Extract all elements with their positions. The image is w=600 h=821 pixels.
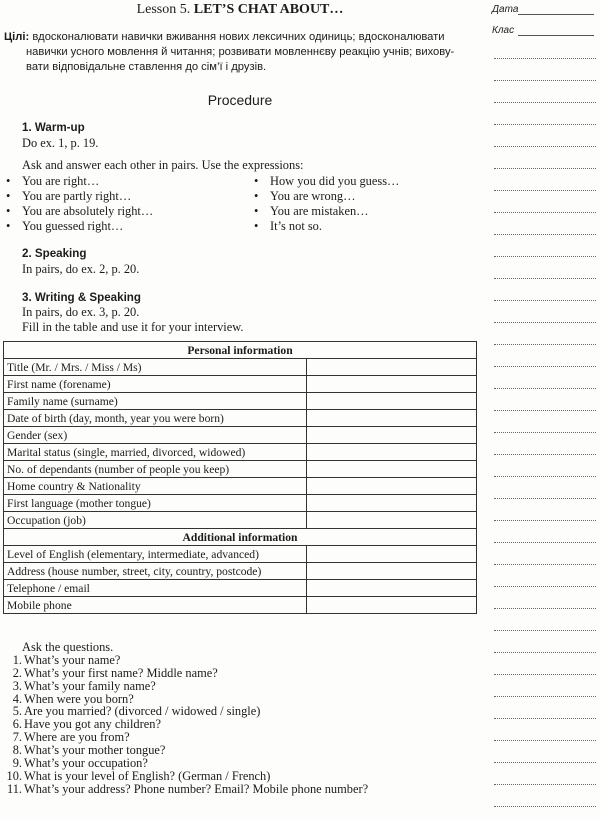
writing-task: In pairs, do ex. 3, p. 20.: [22, 305, 140, 319]
note-line[interactable]: [494, 498, 596, 499]
note-line[interactable]: [494, 102, 596, 103]
answer-cell[interactable]: [307, 478, 477, 495]
answer-cell[interactable]: [307, 512, 477, 529]
expression-item: • You are right…: [6, 174, 100, 188]
expressions-left-column: [6, 174, 153, 234]
answer-cell[interactable]: [307, 563, 477, 580]
question-item: 10. What is your level of English? (German / French): [6, 768, 271, 783]
question-item: 1. What’s your name?: [12, 652, 121, 667]
question-item: 7. Where are you from?: [12, 730, 130, 745]
lesson-title: [0, 2, 480, 18]
table-row: Telephone / email: [4, 580, 477, 597]
table-row: Gender (sex): [4, 427, 477, 444]
note-line[interactable]: [494, 366, 596, 367]
lesson-number: Lesson 5.: [136, 2, 191, 17]
note-line[interactable]: [494, 168, 596, 169]
notes-margin: [492, 0, 600, 821]
note-line[interactable]: [494, 146, 596, 147]
note-line[interactable]: [494, 300, 596, 301]
table-row: Marital status (single, married, divorced, widowed): [4, 444, 477, 461]
note-line[interactable]: [494, 322, 596, 323]
note-line[interactable]: [494, 432, 596, 433]
note-line[interactable]: [494, 762, 596, 763]
question-item: 5. Are you married? (divorced / widowed / single): [12, 704, 261, 719]
writing-section: [22, 291, 244, 335]
note-line[interactable]: [494, 344, 596, 345]
procedure-heading: Procedure: [207, 92, 273, 108]
aims-block: [4, 30, 482, 75]
personal-info-header: Personal information: [4, 342, 477, 359]
date-label: Дата: [492, 4, 519, 15]
warmup-section: [22, 121, 98, 151]
answer-cell[interactable]: [307, 597, 477, 614]
table-row: First language (mother tongue): [4, 495, 477, 512]
table-row: Family name (surname): [4, 393, 477, 410]
answer-cell[interactable]: [307, 359, 477, 376]
expressions-right-column: [254, 174, 399, 234]
answer-cell[interactable]: [307, 410, 477, 427]
answer-cell[interactable]: [307, 427, 477, 444]
note-line[interactable]: [494, 212, 596, 213]
expression-item: • How you did you guess…: [254, 174, 400, 188]
note-line[interactable]: [494, 586, 596, 587]
answer-cell[interactable]: [307, 461, 477, 478]
table-row: Mobile phone: [4, 597, 477, 614]
note-line[interactable]: [494, 718, 596, 719]
answer-cell[interactable]: [307, 444, 477, 461]
answer-cell[interactable]: [307, 546, 477, 563]
answer-cell[interactable]: [307, 376, 477, 393]
note-line[interactable]: [494, 58, 596, 59]
table-row: Occupation (job): [4, 512, 477, 529]
note-line[interactable]: [494, 674, 596, 675]
note-line[interactable]: [494, 234, 596, 235]
answer-cell[interactable]: [307, 393, 477, 410]
personal-info-table: [3, 341, 477, 614]
questions-list: [4, 641, 368, 796]
note-line[interactable]: [494, 608, 596, 609]
note-line[interactable]: [494, 476, 596, 477]
note-line[interactable]: [494, 542, 596, 543]
question-item: 2. What’s your first name? Middle name?: [12, 665, 218, 680]
table-row: Level of English (elementary, intermediate, advanced): [4, 546, 477, 563]
note-line[interactable]: [494, 520, 596, 521]
aims-line-1: вдосконалювати навички вживання нових лексичних одиниць; вдосконалювати: [32, 31, 445, 43]
question-item: 8. What’s your mother tongue?: [12, 743, 166, 758]
table-row: Address (house number, street, city, country, postcode): [4, 563, 477, 580]
note-line[interactable]: [494, 454, 596, 455]
answer-cell[interactable]: [307, 495, 477, 512]
question-item: 9. What’s your occupation?: [12, 756, 148, 771]
class-label: Клас: [492, 25, 515, 36]
speaking-task: In pairs, do ex. 2, p. 20.: [22, 262, 140, 276]
note-line[interactable]: [494, 388, 596, 389]
note-line[interactable]: [494, 806, 596, 807]
writing-instruction: Fill in the table and use it for your interview.: [22, 320, 244, 334]
warmup-task: Do ex. 1, p. 19.: [22, 136, 99, 150]
expression-item: • You guessed right…: [6, 219, 124, 233]
table-row: First name (forename): [4, 376, 477, 393]
answer-cell[interactable]: [307, 580, 477, 597]
note-line[interactable]: [494, 256, 596, 257]
note-line[interactable]: [494, 652, 596, 653]
table-row: Home country & Nationality: [4, 478, 477, 495]
aims-line-2: навички усного мовлення й читання; розвивати мовленнєву реакцію учнів; вихову-: [26, 46, 455, 58]
question-item: 11. What’s your address? Phone number? Email? Mobile phone number?: [6, 781, 369, 796]
note-line[interactable]: [494, 278, 596, 279]
note-line[interactable]: [494, 124, 596, 125]
note-line[interactable]: [494, 740, 596, 741]
writing-heading: 3. Writing & Speaking: [22, 291, 141, 304]
warmup-heading: 1. Warm-up: [22, 121, 85, 134]
expression-item: • You are wrong…: [254, 189, 356, 203]
class-field[interactable]: [518, 35, 594, 36]
question-item: 6. Have you got any children?: [12, 717, 161, 732]
table-row: No. of dependants (number of people you keep): [4, 461, 477, 478]
question-item: 3. What’s your family name?: [12, 678, 156, 693]
table-row: Title (Mr. / Mrs. / Miss / Ms): [4, 359, 477, 376]
additional-info-header: Additional information: [4, 529, 477, 546]
date-field[interactable]: [518, 14, 594, 15]
note-line[interactable]: [494, 784, 596, 785]
note-line[interactable]: [494, 190, 596, 191]
expression-item: • You are partly right…: [6, 189, 132, 203]
expression-item: • You are mistaken…: [254, 204, 369, 218]
question-item: 4. When were you born?: [12, 691, 134, 706]
expression-item: • It’s not so.: [254, 219, 322, 233]
questions-intro: Ask the questions.: [22, 640, 114, 654]
note-line[interactable]: [494, 564, 596, 565]
expression-item: • You are absolutely right…: [6, 204, 154, 218]
note-line[interactable]: [494, 80, 596, 81]
aims-label: Цілі:: [4, 31, 30, 43]
speaking-section: [22, 247, 139, 277]
note-line[interactable]: [494, 696, 596, 697]
note-line[interactable]: [494, 630, 596, 631]
speaking-heading: 2. Speaking: [22, 247, 87, 260]
aims-line-3: вати відповідальне ставлення до сім’ї і друзів.: [26, 61, 267, 73]
note-line[interactable]: [494, 410, 596, 411]
warmup-instruction: Ask and answer each other in pairs. Use the expressions:: [22, 158, 304, 172]
table-row: Date of birth (day, month, year you were born): [4, 410, 477, 427]
lesson-name: LET’S CHAT ABOUT…: [193, 2, 344, 17]
